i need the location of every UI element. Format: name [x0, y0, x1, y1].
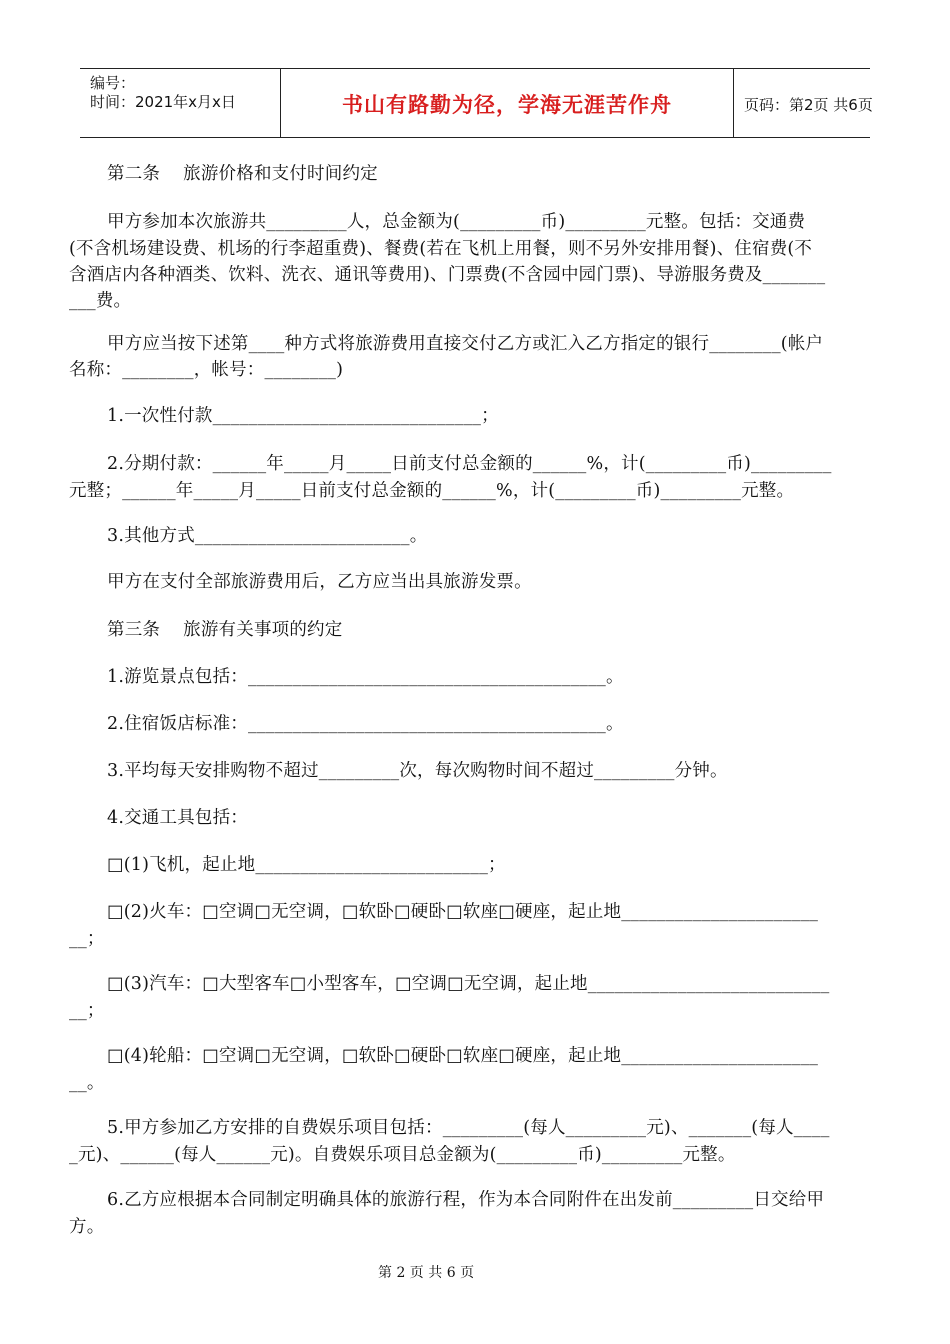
paragraph-line: _元)、______(每人______元)。自费娱乐项目总金额为(_________币)_________元整。: [69, 1145, 736, 1165]
document-time-label: 时间：2021年x月x日: [90, 93, 236, 111]
page-footer: 第 2 页 共 6 页: [378, 1265, 475, 1281]
list-item: 1.游览景点包括：________________________________________。: [107, 667, 624, 687]
header-page-code: 页码：第2页 共6页: [744, 96, 873, 114]
payment-option-2: 2.分期付款：______年_____月_____日前支付总金额的______%，计(_________币)_________: [107, 454, 832, 474]
paragraph-line: 甲方在支付全部旅游费用后，乙方应当出具旅游发票。: [107, 572, 532, 592]
list-item: 3.平均每天安排购物不超过_________次，每次购物时间不超过_________分钟。: [107, 761, 728, 781]
article-2-heading: 第二条 旅游价格和支付时间约定: [107, 164, 378, 184]
paragraph-line: 含酒店内各种酒类、饮料、洗衣、通讯等费用)、门票费(不含园中园门票)、导游服务费及_______: [69, 265, 826, 285]
paragraph-line: 甲方应当按下述第____种方式将旅游费用直接交付乙方或汇入乙方指定的银行________(帐户: [107, 334, 824, 354]
list-item: 2.住宿饭店标准：________________________________________。: [107, 714, 624, 734]
article-3-heading: 第三条 旅游有关事项的约定: [107, 620, 343, 640]
payment-option-3: 3.其他方式________________________。: [107, 526, 428, 546]
paragraph-line: 名称：________，帐号：________): [69, 360, 344, 380]
document-number-label: 编号：: [90, 74, 136, 92]
transport-option-plane: □(1)飞机，起止地__________________________；: [107, 855, 506, 875]
payment-option-1: 1.一次性付款______________________________；: [107, 406, 499, 426]
paragraph-line: __；: [69, 1001, 105, 1021]
paragraph-line: 方。: [69, 1217, 105, 1237]
header-motto: 书山有路勤为径，学海无涯苦作舟: [342, 93, 672, 117]
paragraph-line: 甲方参加本次旅游共_________人，总金额为(_________币)_________元整。包括：交通费: [107, 212, 806, 232]
transport-option-ship: □(4)轮船：□空调□无空调，□软卧□硬卧□软座□硬座，起止地______________________: [107, 1046, 819, 1066]
list-item: 4.交通工具包括：: [107, 808, 248, 828]
paragraph-line: 元整；______年_____月_____日前支付总金额的______%，计(_________币)_________元整。: [69, 481, 795, 501]
paragraph-line: __。: [69, 1073, 105, 1093]
paragraph-line: ___费。: [69, 291, 132, 311]
header-middle-cell: [280, 69, 734, 137]
transport-option-bus: □(3)汽车：□大型客车□小型客车，□空调□无空调，起止地___________________________: [107, 974, 830, 994]
header-right-cell: [732, 69, 873, 137]
paragraph-line: __；: [69, 929, 105, 949]
page-header: [80, 68, 873, 138]
paragraph-line: (不含机场建设费、机场的行李超重费)、餐费(若在飞机上用餐，则不另外安排用餐)、住宿费(不: [69, 239, 813, 259]
list-item: 5.甲方参加乙方安排的自费娱乐项目包括：_________(每人_________元)、_______(每人____: [107, 1118, 830, 1138]
transport-option-train: □(2)火车：□空调□无空调，□软卧□硬卧□软座□硬座，起止地______________________: [107, 902, 819, 922]
header-left-cell: [80, 69, 280, 137]
list-item: 6.乙方应根据本合同制定明确具体的旅游行程，作为本合同附件在出发前_________日交给甲: [107, 1190, 825, 1210]
